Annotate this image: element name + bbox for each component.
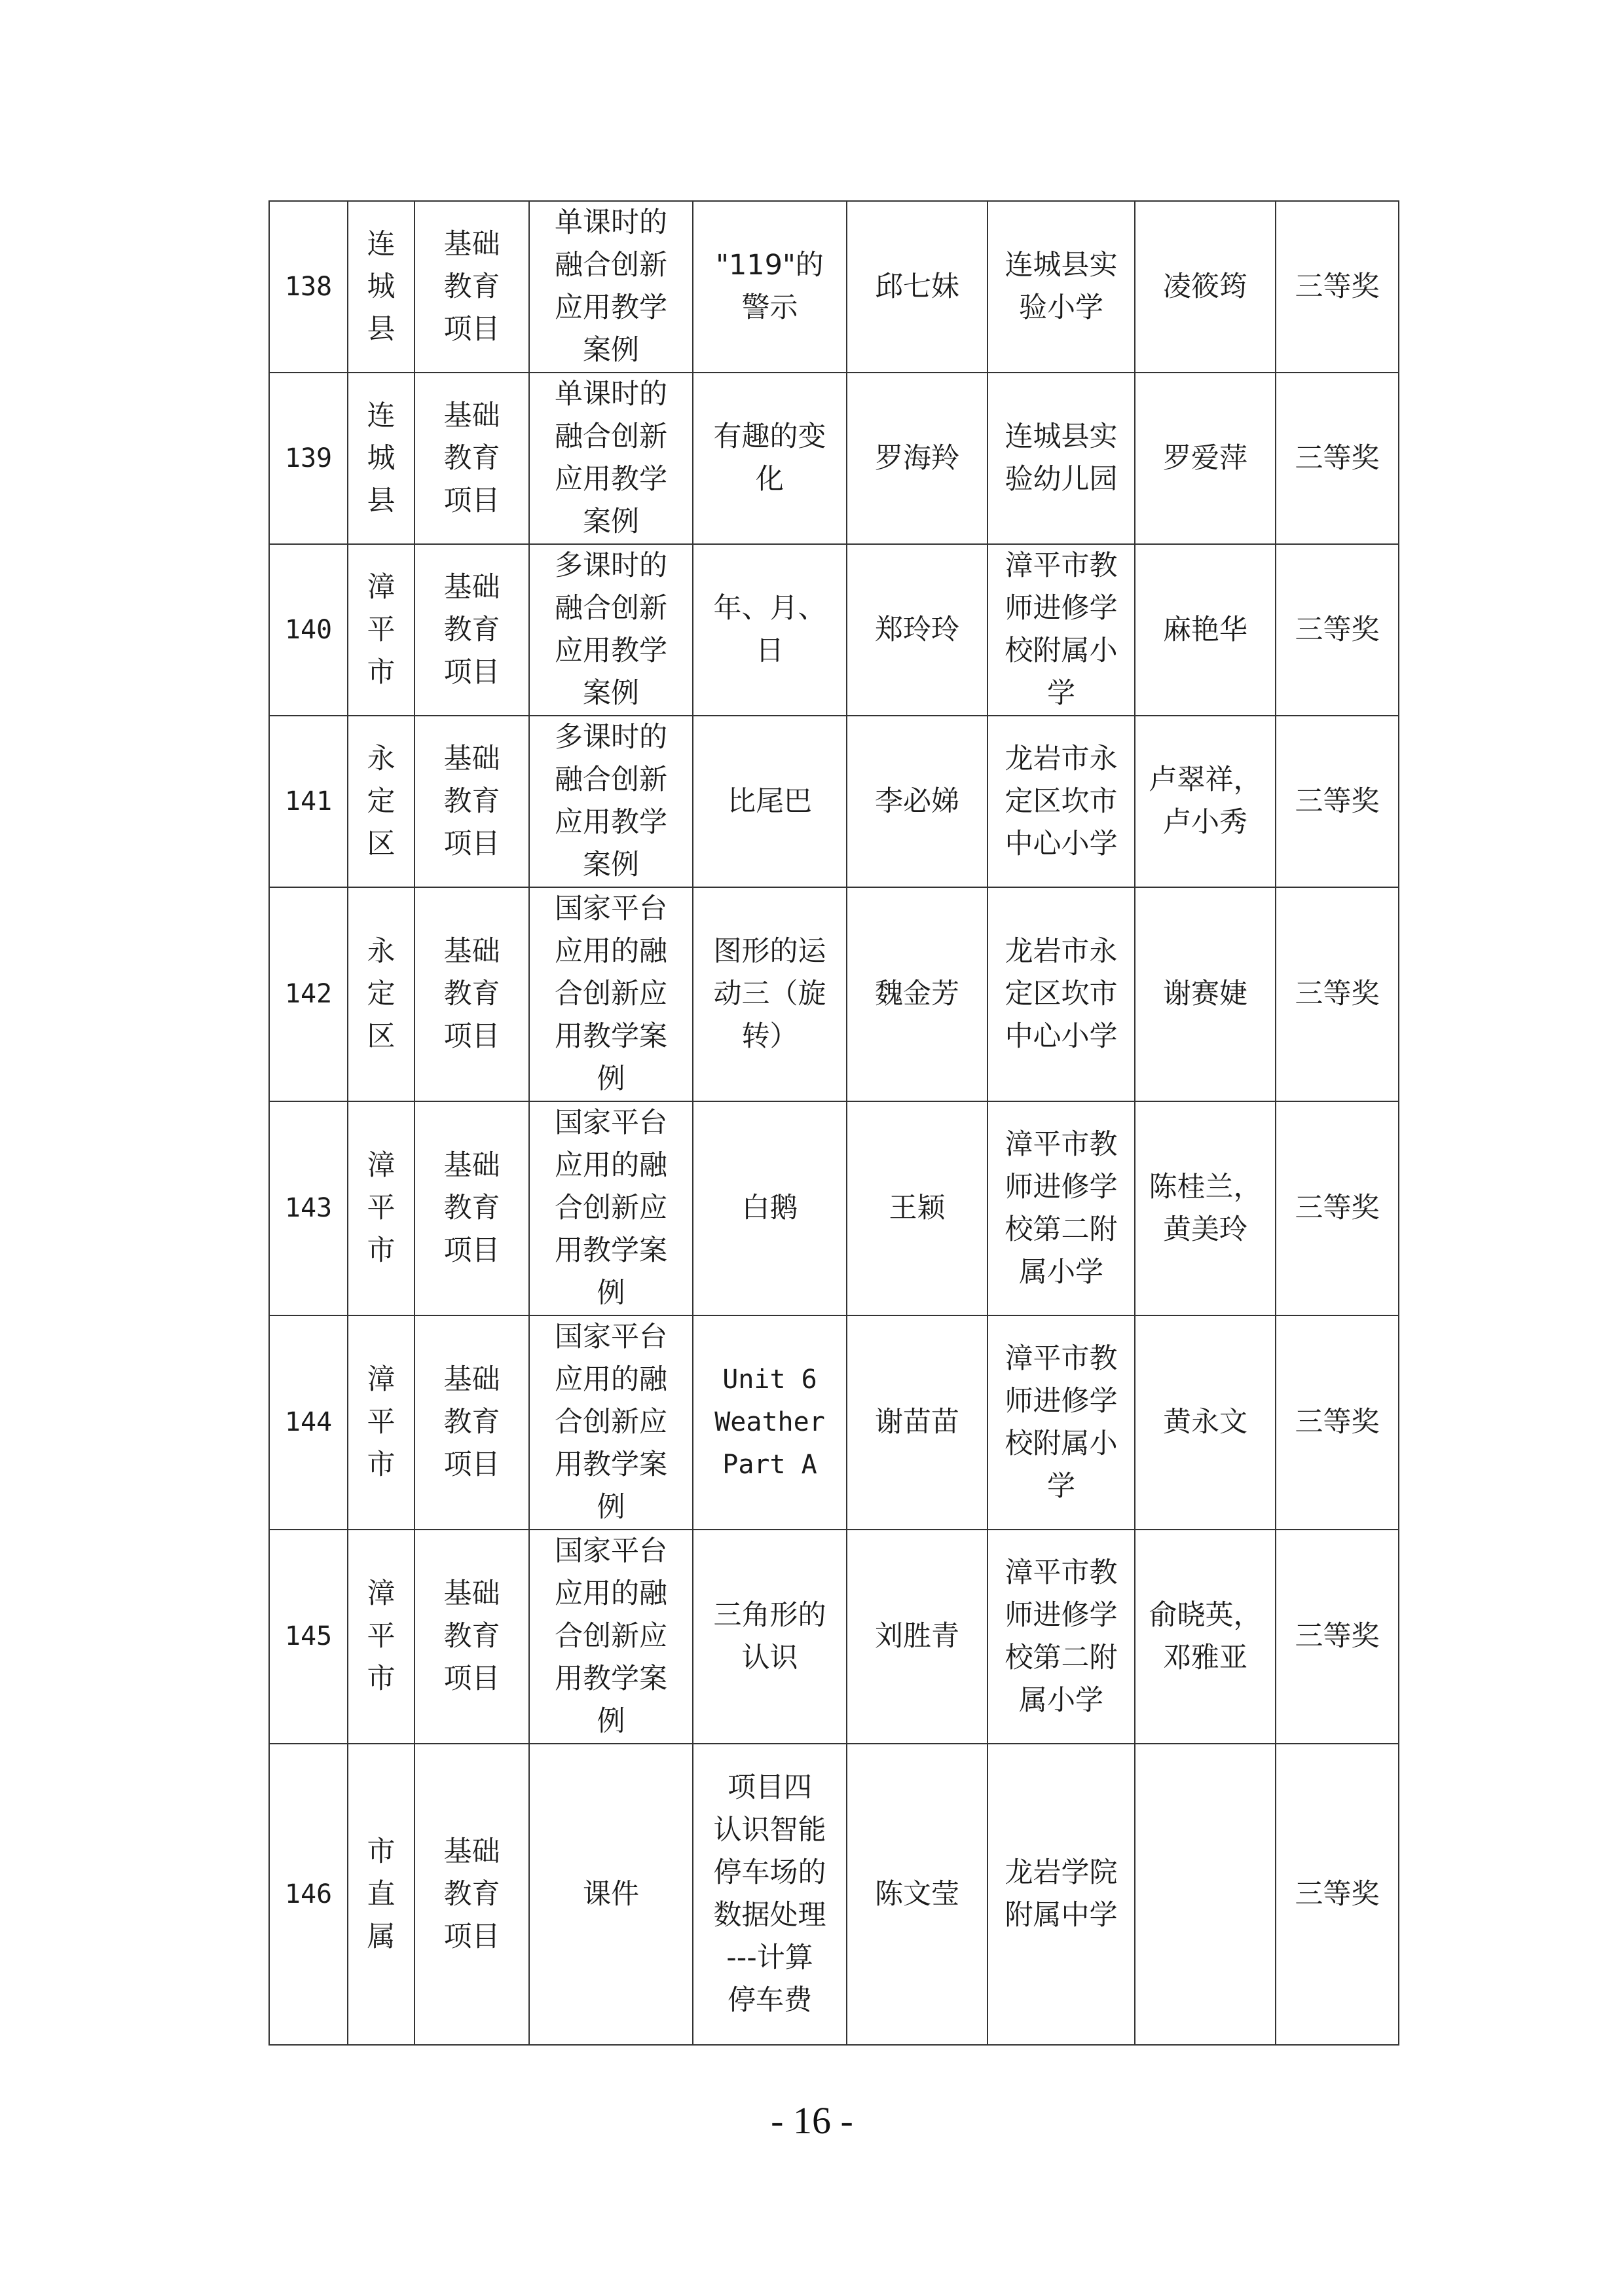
title-line: Part A	[722, 1450, 817, 1480]
school-line: 校附属小	[1005, 634, 1118, 667]
table-row	[269, 373, 1399, 544]
category-line: 教育	[443, 1877, 500, 1911]
title-line: 停车费	[728, 1984, 812, 2017]
category-line: 教育	[443, 441, 500, 475]
work-title-cell	[693, 373, 847, 544]
school-line: 师进修学	[1005, 1170, 1118, 1203]
type-line: 案例	[583, 334, 639, 367]
region-line: 永	[367, 742, 396, 775]
region-cell	[348, 716, 415, 887]
region-line: 市	[367, 655, 396, 689]
award-cell: 三等奖	[1276, 1315, 1399, 1530]
region-cell	[348, 544, 415, 716]
work-title-cell	[693, 1744, 847, 2045]
school-cell	[987, 373, 1135, 544]
work-title-cell	[693, 1101, 847, 1315]
award-cell: 三等奖	[1276, 201, 1399, 373]
region-cell	[348, 1530, 415, 1744]
project-type-cell	[529, 1101, 693, 1315]
school-line: 定区坎市	[1005, 784, 1118, 818]
seq-cell: 139	[269, 373, 348, 544]
mentor-line: 卢小秀	[1163, 806, 1247, 839]
school-line: 附属中学	[1005, 1899, 1118, 1932]
type-line: 单课时的	[555, 206, 667, 239]
award-cell: 三等奖	[1276, 544, 1399, 716]
type-line: 应用的融	[555, 1577, 667, 1610]
page-number: - 16 -	[771, 2099, 853, 2142]
author-cell	[847, 1101, 987, 1315]
region-line: 区	[367, 827, 396, 860]
table-row	[269, 1744, 1399, 2045]
author-line: 李必娣	[875, 784, 959, 818]
type-line: 应用教学	[555, 463, 667, 496]
category-line: 教育	[443, 1406, 500, 1439]
region-line: 属	[367, 1920, 396, 1953]
school-line: 属小学	[1019, 1255, 1103, 1289]
region-line: 平	[367, 613, 396, 646]
type-line: 国家平台	[555, 1107, 667, 1139]
work-title-cell	[693, 1315, 847, 1530]
title-line: 警示	[741, 291, 798, 324]
mentor-line: 陈桂兰，	[1149, 1170, 1262, 1203]
type-line: 案例	[583, 849, 639, 881]
type-line: 多课时的	[555, 549, 667, 582]
work-title-cell	[693, 201, 847, 373]
mentor-cell	[1135, 544, 1276, 716]
title-line: Unit 6	[722, 1365, 817, 1395]
type-line: 案例	[583, 505, 639, 538]
project-type-cell	[529, 373, 693, 544]
table-row	[269, 887, 1399, 1101]
region-line: 市	[367, 1234, 396, 1267]
type-line: 应用教学	[555, 806, 667, 839]
school-line: 属小学	[1019, 1683, 1103, 1717]
mentor-line: 麻艳华	[1163, 613, 1247, 646]
school-cell	[987, 544, 1135, 716]
award-cell: 三等奖	[1276, 1744, 1399, 2045]
mentor-cell	[1135, 1744, 1276, 2045]
category-line: 教育	[443, 978, 500, 1010]
title-line: 认识	[741, 1641, 798, 1674]
title-line: 项目四	[728, 1771, 812, 1804]
school-line: 校第二附	[1005, 1641, 1118, 1674]
project-type-cell	[529, 201, 693, 373]
type-line: 多课时的	[555, 721, 667, 754]
school-line: 中心小学	[1005, 827, 1118, 860]
region-line: 城	[367, 270, 396, 303]
region-line: 区	[367, 1020, 396, 1053]
school-line: 师进修学	[1005, 1384, 1118, 1418]
table-body	[269, 201, 1399, 2045]
seq-cell: 138	[269, 201, 348, 373]
title-line: 有趣的变	[713, 420, 826, 453]
author-line: 陈文莹	[875, 1877, 959, 1911]
region-cell	[348, 201, 415, 373]
type-line: 课件	[583, 1877, 639, 1911]
school-line: 校附属小	[1005, 1427, 1118, 1460]
category-cell	[415, 373, 529, 544]
project-type-cell	[529, 887, 693, 1101]
region-line: 市	[367, 1662, 396, 1695]
type-line: 案例	[583, 677, 639, 710]
category-line: 基础	[443, 1577, 500, 1610]
title-line: 停车场的	[713, 1856, 826, 1889]
mentor-line: 俞晓英，	[1149, 1598, 1262, 1632]
school-cell	[987, 201, 1135, 373]
type-line: 合创新应	[555, 1620, 667, 1653]
table-row	[269, 1530, 1399, 1744]
title-line: 数据处理	[713, 1899, 826, 1932]
title-line: 三角形的	[713, 1598, 826, 1632]
mentor-line: 黄永文	[1163, 1406, 1247, 1439]
region-line: 连	[367, 399, 396, 432]
type-line: 国家平台	[555, 1535, 667, 1568]
seq-cell: 142	[269, 887, 348, 1101]
type-line: 融合创新	[555, 763, 667, 796]
work-title-cell	[693, 544, 847, 716]
title-line: 图形的运	[713, 935, 826, 968]
category-line: 教育	[443, 1192, 500, 1224]
award-cell: 三等奖	[1276, 373, 1399, 544]
school-line: 龙岩学院	[1005, 1856, 1118, 1889]
type-line: 国家平台	[555, 892, 667, 925]
region-line: 平	[367, 1620, 396, 1653]
author-line: 刘胜青	[875, 1620, 959, 1653]
mentor-cell	[1135, 887, 1276, 1101]
category-line: 基础	[443, 399, 500, 432]
school-cell	[987, 1101, 1135, 1315]
category-cell	[415, 1101, 529, 1315]
school-line: 验小学	[1019, 291, 1103, 324]
type-line: 应用的融	[555, 935, 667, 968]
author-line: 罗海羚	[875, 441, 959, 475]
school-cell	[987, 1530, 1135, 1744]
type-line: 用教学案	[555, 1662, 667, 1695]
mentor-line: 谢赛婕	[1163, 978, 1247, 1010]
mentor-cell	[1135, 1101, 1276, 1315]
seq-cell: 144	[269, 1315, 348, 1530]
mentor-cell	[1135, 201, 1276, 373]
region-line: 县	[367, 484, 396, 517]
title-line: "119"的	[716, 249, 824, 282]
category-line: 项目	[443, 1020, 500, 1053]
type-line: 融合创新	[555, 420, 667, 453]
region-line: 县	[367, 312, 396, 346]
award-cell: 三等奖	[1276, 1101, 1399, 1315]
school-line: 连城县实	[1005, 420, 1118, 453]
school-line: 中心小学	[1005, 1020, 1118, 1053]
type-line: 应用教学	[555, 291, 667, 324]
author-cell	[847, 1744, 987, 2045]
region-line: 平	[367, 1192, 396, 1224]
project-type-cell	[529, 544, 693, 716]
category-line: 基础	[443, 1149, 500, 1182]
table-row	[269, 544, 1399, 716]
author-cell	[847, 373, 987, 544]
table-row	[269, 1101, 1399, 1315]
author-cell	[847, 887, 987, 1101]
category-line: 基础	[443, 570, 500, 604]
project-type-cell	[529, 1744, 693, 2045]
title-line: 白鹅	[741, 1192, 798, 1224]
school-cell	[987, 1744, 1135, 2045]
school-line: 学	[1047, 677, 1075, 710]
region-line: 漳	[367, 1577, 396, 1610]
mentor-cell	[1135, 1530, 1276, 1744]
school-cell	[987, 716, 1135, 887]
seq-cell: 146	[269, 1744, 348, 2045]
category-line: 项目	[443, 655, 500, 689]
school-line: 验幼儿园	[1005, 463, 1118, 496]
school-cell	[987, 887, 1135, 1101]
project-type-cell	[529, 1315, 693, 1530]
title-line: 年、月、	[713, 592, 826, 625]
region-line: 连	[367, 227, 396, 261]
category-line: 项目	[443, 827, 500, 860]
type-line: 例	[597, 1705, 625, 1738]
type-line: 合创新应	[555, 978, 667, 1010]
mentor-line: 罗爱萍	[1163, 441, 1247, 475]
mentor-line: 邓雅亚	[1163, 1641, 1247, 1674]
award-cell: 三等奖	[1276, 887, 1399, 1101]
region-line: 直	[367, 1877, 396, 1911]
school-line: 漳平市教	[1005, 549, 1118, 582]
category-line: 项目	[443, 312, 500, 346]
region-line: 漳	[367, 1149, 396, 1182]
region-line: 平	[367, 1406, 396, 1439]
category-line: 项目	[443, 484, 500, 517]
seq-cell: 143	[269, 1101, 348, 1315]
table-row	[269, 1315, 1399, 1530]
seq-cell: 145	[269, 1530, 348, 1744]
category-cell	[415, 887, 529, 1101]
type-line: 用教学案	[555, 1234, 667, 1267]
award-cell: 三等奖	[1276, 1530, 1399, 1744]
category-line: 基础	[443, 1835, 500, 1868]
mentor-line: 黄美玲	[1163, 1213, 1247, 1246]
school-line: 连城县实	[1005, 249, 1118, 282]
award-table	[268, 200, 1399, 2046]
author-line: 郑玲玲	[875, 613, 959, 646]
title-line: 转）	[741, 1020, 798, 1053]
region-line: 定	[367, 784, 396, 818]
mentor-cell	[1135, 716, 1276, 887]
type-line: 合创新应	[555, 1192, 667, 1224]
type-line: 用教学案	[555, 1020, 667, 1053]
school-line: 定区坎市	[1005, 978, 1118, 1010]
school-line: 漳平市教	[1005, 1556, 1118, 1589]
region-cell	[348, 1101, 415, 1315]
author-cell	[847, 201, 987, 373]
category-cell	[415, 1744, 529, 2045]
region-cell	[348, 1744, 415, 2045]
school-line: 校第二附	[1005, 1213, 1118, 1246]
region-line: 永	[367, 935, 396, 968]
work-title-cell	[693, 1530, 847, 1744]
school-line: 漳平市教	[1005, 1342, 1118, 1375]
title-line: 日	[756, 634, 784, 667]
region-line: 定	[367, 978, 396, 1010]
school-line: 师进修学	[1005, 1598, 1118, 1632]
category-line: 基础	[443, 227, 500, 261]
type-line: 合创新应	[555, 1406, 667, 1439]
author-line: 谢苗苗	[875, 1406, 959, 1439]
category-line: 基础	[443, 935, 500, 968]
seq-cell: 141	[269, 716, 348, 887]
type-line: 单课时的	[555, 378, 667, 411]
work-title-cell	[693, 716, 847, 887]
category-cell	[415, 201, 529, 373]
table-row	[269, 716, 1399, 887]
region-line: 市	[367, 1448, 396, 1481]
type-line: 例	[597, 1277, 625, 1310]
type-line: 国家平台	[555, 1321, 667, 1353]
school-line: 学	[1047, 1469, 1075, 1503]
author-cell	[847, 1530, 987, 1744]
work-title-cell	[693, 887, 847, 1101]
author-cell	[847, 1315, 987, 1530]
type-line: 例	[597, 1491, 625, 1524]
author-line: 魏金芳	[875, 978, 959, 1010]
award-cell: 三等奖	[1276, 716, 1399, 887]
school-cell	[987, 1315, 1135, 1530]
mentor-cell	[1135, 373, 1276, 544]
title-line: 化	[756, 463, 784, 496]
title-line: 认识智能	[713, 1814, 826, 1846]
author-cell	[847, 544, 987, 716]
school-line: 漳平市教	[1005, 1128, 1118, 1161]
mentor-line: 卢翠祥，	[1149, 763, 1262, 796]
mentor-line: 凌筱筠	[1163, 270, 1247, 303]
region-line: 漳	[367, 570, 396, 604]
school-line: 龙岩市永	[1005, 935, 1118, 968]
category-line: 项目	[443, 1920, 500, 1953]
author-line: 王颖	[889, 1192, 946, 1224]
category-line: 教育	[443, 270, 500, 303]
category-line: 项目	[443, 1662, 500, 1695]
category-cell	[415, 544, 529, 716]
school-line: 师进修学	[1005, 592, 1118, 625]
category-cell	[415, 1530, 529, 1744]
category-line: 教育	[443, 613, 500, 646]
type-line: 融合创新	[555, 249, 667, 282]
author-cell	[847, 716, 987, 887]
seq-cell: 140	[269, 544, 348, 716]
table-row	[269, 201, 1399, 373]
category-line: 教育	[443, 1620, 500, 1653]
region-cell	[348, 887, 415, 1101]
project-type-cell	[529, 716, 693, 887]
region-cell	[348, 373, 415, 544]
type-line: 融合创新	[555, 592, 667, 625]
type-line: 应用的融	[555, 1363, 667, 1396]
region-cell	[348, 1315, 415, 1530]
title-line: ---计算	[726, 1941, 813, 1974]
title-line: 动三（旋	[713, 978, 826, 1010]
type-line: 例	[597, 1063, 625, 1095]
category-line: 项目	[443, 1448, 500, 1481]
region-line: 市	[367, 1835, 396, 1868]
mentor-cell	[1135, 1315, 1276, 1530]
region-line: 漳	[367, 1363, 396, 1396]
school-line: 龙岩市永	[1005, 742, 1118, 775]
category-cell	[415, 1315, 529, 1530]
category-cell	[415, 716, 529, 887]
category-line: 教育	[443, 784, 500, 818]
category-line: 项目	[443, 1234, 500, 1267]
type-line: 应用教学	[555, 634, 667, 667]
category-line: 基础	[443, 1363, 500, 1396]
title-line: 比尾巴	[728, 784, 812, 818]
region-line: 城	[367, 441, 396, 475]
category-line: 基础	[443, 742, 500, 775]
type-line: 应用的融	[555, 1149, 667, 1182]
type-line: 用教学案	[555, 1448, 667, 1481]
author-line: 邱七妹	[875, 270, 959, 303]
title-line: Weather	[714, 1407, 825, 1437]
project-type-cell	[529, 1530, 693, 1744]
